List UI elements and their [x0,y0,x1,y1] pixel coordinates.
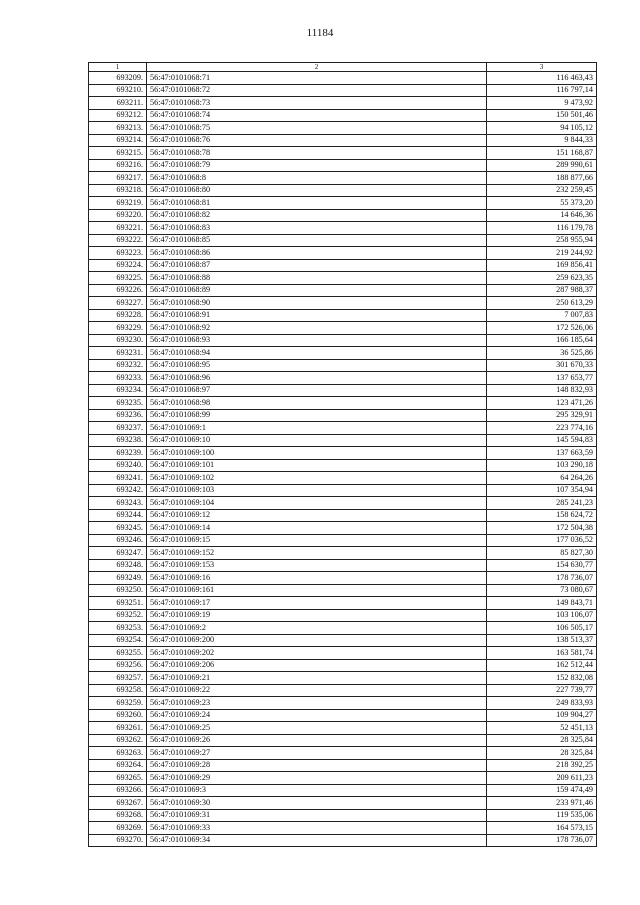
row-index-cell: 693240. [89,459,147,472]
cadastral-number-cell: 56:47:0101069:206 [147,659,487,672]
row-index-cell: 693212. [89,109,147,122]
cadastral-number-cell: 56:47:0101069:27 [147,747,487,760]
cadastral-number-cell: 56:47:0101069:153 [147,559,487,572]
cadastral-number-cell: 56:47:0101069:17 [147,597,487,610]
table-row [89,709,597,722]
cadastral-number-cell: 56:47:0101069:1 [147,422,487,435]
cadastral-value-cell: 178 736,07 [487,834,597,847]
cadastral-number-cell: 56:47:0101068:96 [147,372,487,385]
table-row [89,672,597,685]
cadastral-number-cell: 56:47:0101069:15 [147,534,487,547]
table-row [89,147,597,160]
cadastral-value-cell: 103 290,18 [487,459,597,472]
row-index-cell: 693223. [89,247,147,260]
row-index-cell: 693241. [89,472,147,485]
cadastral-number-cell: 56:47:0101069:31 [147,809,487,822]
row-index-cell: 693259. [89,697,147,710]
table-row [89,159,597,172]
cadastral-number-cell: 56:47:0101068:85 [147,234,487,247]
row-index-cell: 693239. [89,447,147,460]
cadastral-value-cell: 223 774,16 [487,422,597,435]
row-index-cell: 693245. [89,522,147,535]
table-row [89,359,597,372]
row-index-cell: 693231. [89,347,147,360]
table-row [89,722,597,735]
cadastral-number-cell: 56:47:0101069:101 [147,459,487,472]
table-row [89,309,597,322]
table-row [89,472,597,485]
cadastral-value-cell: 7 007,83 [487,309,597,322]
table-row [89,297,597,310]
row-index-cell: 693254. [89,634,147,647]
cadastral-number-cell: 56:47:0101069:21 [147,672,487,685]
row-index-cell: 693243. [89,497,147,510]
row-index-cell: 693267. [89,797,147,810]
row-index-cell: 693232. [89,359,147,372]
cadastral-number-cell: 56:47:0101069:12 [147,509,487,522]
row-index-cell: 693244. [89,509,147,522]
cadastral-value-cell: 116 179,78 [487,222,597,235]
cadastral-value-cell: 227 739,77 [487,684,597,697]
cadastral-value-cell: 177 036,52 [487,534,597,547]
table-row [89,422,597,435]
row-index-cell: 693268. [89,809,147,822]
column-header-value: 3 [487,63,597,72]
cadastral-number-cell: 56:47:0101068:98 [147,397,487,410]
row-index-cell: 693210. [89,84,147,97]
cadastral-value-cell: 94 105,12 [487,122,597,135]
cadastral-number-cell: 56:47:0101068:97 [147,384,487,397]
cadastral-value-cell: 258 955,94 [487,234,597,247]
table-row [89,222,597,235]
cadastral-number-cell: 56:47:0101068:74 [147,109,487,122]
cadastral-number-cell: 56:47:0101068:89 [147,284,487,297]
table-row [89,409,597,422]
cadastral-number-cell: 56:47:0101068:91 [147,309,487,322]
row-index-cell: 693252. [89,609,147,622]
table-row [89,322,597,335]
row-index-cell: 693229. [89,322,147,335]
row-index-cell: 693228. [89,309,147,322]
cadastral-number-cell: 56:47:0101069:19 [147,609,487,622]
table-row [89,184,597,197]
row-index-cell: 693256. [89,659,147,672]
row-index-cell: 693225. [89,272,147,285]
cadastral-number-cell: 56:47:0101068:99 [147,409,487,422]
cadastral-value-cell: 295 329,91 [487,409,597,422]
table-row [89,434,597,447]
cadastral-number-cell: 56:47:0101068:92 [147,322,487,335]
row-index-cell: 693257. [89,672,147,685]
table-row [89,272,597,285]
cadastral-value-cell: 119 535,06 [487,809,597,822]
cadastral-number-cell: 56:47:0101068:86 [147,247,487,260]
row-index-cell: 693269. [89,822,147,835]
cadastral-number-cell: 56:47:0101069:25 [147,722,487,735]
table-row [89,772,597,785]
cadastral-number-cell: 56:47:0101068:76 [147,134,487,147]
row-index-cell: 693237. [89,422,147,435]
cadastral-value-cell: 64 264,26 [487,472,597,485]
cadastral-value-cell: 249 833,93 [487,697,597,710]
table-row [89,172,597,185]
table-header-row [89,63,597,72]
row-index-cell: 693216. [89,159,147,172]
column-header-cadastral-number: 2 [147,63,487,72]
cadastral-number-cell: 56:47:0101069:16 [147,572,487,585]
cadastral-number-cell: 56:47:0101069:33 [147,822,487,835]
cadastral-number-cell: 56:47:0101068:93 [147,334,487,347]
cadastral-number-cell: 56:47:0101068:79 [147,159,487,172]
row-index-cell: 693238. [89,434,147,447]
cadastral-value-cell: 188 877,66 [487,172,597,185]
table-row [89,209,597,222]
cadastral-number-cell: 56:47:0101068:95 [147,359,487,372]
cadastral-value-cell: 301 670,33 [487,359,597,372]
table-row [89,72,597,85]
cadastral-number-cell: 56:47:0101068:87 [147,259,487,272]
cadastral-value-cell: 232 259,45 [487,184,597,197]
table-row [89,534,597,547]
cadastral-number-cell: 56:47:0101069:23 [147,697,487,710]
table-row [89,234,597,247]
cadastral-number-cell: 56:47:0101068:72 [147,84,487,97]
table-row [89,522,597,535]
row-index-cell: 693234. [89,384,147,397]
table-row [89,397,597,410]
table-row [89,747,597,760]
table-row [89,734,597,747]
row-index-cell: 693209. [89,72,147,85]
cadastral-value-cell: 219 244,92 [487,247,597,260]
cadastral-number-cell: 56:47:0101069:161 [147,584,487,597]
table-row [89,347,597,360]
table-row [89,447,597,460]
cadastral-number-cell: 56:47:0101069:24 [147,709,487,722]
table-row [89,784,597,797]
cadastral-number-cell: 56:47:0101069:22 [147,684,487,697]
cadastral-number-cell: 56:47:0101069:26 [147,734,487,747]
table-row [89,259,597,272]
cadastral-number-cell: 56:47:0101069:30 [147,797,487,810]
cadastral-value-cell: 107 354,94 [487,484,597,497]
cadastral-value-cell: 123 471,26 [487,397,597,410]
cadastral-value-cell: 154 630,77 [487,559,597,572]
table-row [89,834,597,847]
page-number: 11184 [306,27,334,39]
table-row [89,559,597,572]
cadastral-value-cell: 137 663,59 [487,447,597,460]
cadastral-number-cell: 56:47:0101069:104 [147,497,487,510]
cadastral-value-cell: 169 856,41 [487,259,597,272]
row-index-cell: 693211. [89,97,147,110]
row-index-cell: 693222. [89,234,147,247]
row-index-cell: 693249. [89,572,147,585]
cadastral-number-cell: 56:47:0101069:28 [147,759,487,772]
cadastral-value-cell: 163 581,74 [487,647,597,660]
cadastral-value-cell: 85 827,30 [487,547,597,560]
table-row [89,459,597,472]
row-index-cell: 693217. [89,172,147,185]
cadastral-value-cell: 145 594,83 [487,434,597,447]
row-index-cell: 693265. [89,772,147,785]
cadastral-value-cell: 178 736,07 [487,572,597,585]
cadastral-value-cell: 9 473,92 [487,97,597,110]
table-row [89,334,597,347]
cadastral-number-cell: 56:47:0101068:88 [147,272,487,285]
row-index-cell: 693233. [89,372,147,385]
cadastral-value-cell: 289 990,61 [487,159,597,172]
cadastral-value-cell: 162 512,44 [487,659,597,672]
cadastral-value-cell: 159 474,49 [487,784,597,797]
table-row [89,659,597,672]
cadastral-number-cell: 56:47:0101069:29 [147,772,487,785]
table-row [89,822,597,835]
cadastral-value-cell: 116 463,43 [487,72,597,85]
table-row [89,609,597,622]
cadastral-number-cell: 56:47:0101068:78 [147,147,487,160]
row-index-cell: 693270. [89,834,147,847]
table-row [89,584,597,597]
table-row [89,634,597,647]
table-row [89,84,597,97]
table-row [89,809,597,822]
table-row [89,497,597,510]
cadastral-value-cell: 164 573,15 [487,822,597,835]
cadastral-value-cell: 172 504,38 [487,522,597,535]
cadastral-value-cell: 52 451,13 [487,722,597,735]
cadastral-value-cell: 55 373,20 [487,197,597,210]
cadastral-value-cell: 150 501,46 [487,109,597,122]
table-row [89,684,597,697]
cadastral-value-cell: 28 325,84 [487,747,597,760]
table-row [89,122,597,135]
table-row [89,134,597,147]
cadastral-value-cell: 152 832,08 [487,672,597,685]
cadastral-value-cell: 149 843,71 [487,597,597,610]
row-index-cell: 693214. [89,134,147,147]
row-index-cell: 693258. [89,684,147,697]
cadastral-value-cell: 9 844,33 [487,134,597,147]
cadastral-number-cell: 56:47:0101069:3 [147,784,487,797]
row-index-cell: 693242. [89,484,147,497]
cadastral-value-cell: 209 611,23 [487,772,597,785]
cadastral-number-cell: 56:47:0101068:8 [147,172,487,185]
row-index-cell: 693227. [89,297,147,310]
cadastral-number-cell: 56:47:0101068:83 [147,222,487,235]
row-index-cell: 693266. [89,784,147,797]
cadastral-number-cell: 56:47:0101068:71 [147,72,487,85]
row-index-cell: 693262. [89,734,147,747]
table-row [89,547,597,560]
cadastral-number-cell: 56:47:0101069:34 [147,834,487,847]
row-index-cell: 693253. [89,622,147,635]
cadastral-value-cell: 28 325,84 [487,734,597,747]
row-index-cell: 693236. [89,409,147,422]
row-index-cell: 693250. [89,584,147,597]
table-row [89,484,597,497]
cadastral-number-cell: 56:47:0101069:102 [147,472,487,485]
row-index-cell: 693247. [89,547,147,560]
table-row [89,109,597,122]
row-index-cell: 693224. [89,259,147,272]
table-row [89,197,597,210]
row-index-cell: 693219. [89,197,147,210]
cadastral-number-cell: 56:47:0101068:94 [147,347,487,360]
row-index-cell: 693255. [89,647,147,660]
table-row [89,597,597,610]
cadastral-value-cell: 250 613,29 [487,297,597,310]
cadastral-value-cell: 73 080,67 [487,584,597,597]
cadastral-value-cell: 116 797,14 [487,84,597,97]
cadastral-number-cell: 56:47:0101068:81 [147,197,487,210]
cadastral-number-cell: 56:47:0101068:73 [147,97,487,110]
row-index-cell: 693248. [89,559,147,572]
cadastral-value-cell: 285 241,23 [487,497,597,510]
cadastral-number-cell: 56:47:0101069:2 [147,622,487,635]
row-index-cell: 693230. [89,334,147,347]
row-index-cell: 693235. [89,397,147,410]
row-index-cell: 693220. [89,209,147,222]
cadastral-number-cell: 56:47:0101069:200 [147,634,487,647]
cadastral-value-cell: 259 623,35 [487,272,597,285]
row-index-cell: 693260. [89,709,147,722]
cadastral-value-cell: 106 505,17 [487,622,597,635]
row-index-cell: 693261. [89,722,147,735]
cadastral-value-cell: 166 185,64 [487,334,597,347]
cadastral-value-cell: 148 832,93 [487,384,597,397]
cadastral-value-cell: 138 513,37 [487,634,597,647]
cadastral-value-table [88,62,597,847]
cadastral-number-cell: 56:47:0101068:82 [147,209,487,222]
cadastral-value-cell: 14 646,36 [487,209,597,222]
cadastral-number-cell: 56:47:0101068:90 [147,297,487,310]
cadastral-number-cell: 56:47:0101069:100 [147,447,487,460]
cadastral-number-cell: 56:47:0101069:103 [147,484,487,497]
table-row [89,647,597,660]
cadastral-value-cell: 151 168,87 [487,147,597,160]
table-row [89,384,597,397]
table-row [89,697,597,710]
row-index-cell: 693218. [89,184,147,197]
table-row [89,509,597,522]
row-index-cell: 693251. [89,597,147,610]
row-index-cell: 693226. [89,284,147,297]
cadastral-value-cell: 109 904,27 [487,709,597,722]
table-row [89,247,597,260]
row-index-cell: 693263. [89,747,147,760]
table-row [89,797,597,810]
row-index-cell: 693246. [89,534,147,547]
cadastral-number-cell: 56:47:0101068:75 [147,122,487,135]
cadastral-number-cell: 56:47:0101069:14 [147,522,487,535]
cadastral-value-cell: 137 653,77 [487,372,597,385]
cadastral-value-cell: 158 624,72 [487,509,597,522]
cadastral-value-cell: 233 971,46 [487,797,597,810]
cadastral-value-cell: 36 525,86 [487,347,597,360]
cadastral-number-cell: 56:47:0101068:80 [147,184,487,197]
column-header-index: 1 [89,63,147,72]
table-row [89,372,597,385]
table-row [89,97,597,110]
row-index-cell: 693213. [89,122,147,135]
cadastral-number-cell: 56:47:0101069:10 [147,434,487,447]
row-index-cell: 693215. [89,147,147,160]
cadastral-number-cell: 56:47:0101069:202 [147,647,487,660]
table-row [89,284,597,297]
cadastral-value-cell: 103 106,07 [487,609,597,622]
cadastral-value-cell: 218 392,25 [487,759,597,772]
cadastral-number-cell: 56:47:0101069:152 [147,547,487,560]
table-row [89,759,597,772]
cadastral-value-cell: 287 988,37 [487,284,597,297]
table-row [89,622,597,635]
row-index-cell: 693264. [89,759,147,772]
table-row [89,572,597,585]
cadastral-value-cell: 172 526,06 [487,322,597,335]
row-index-cell: 693221. [89,222,147,235]
